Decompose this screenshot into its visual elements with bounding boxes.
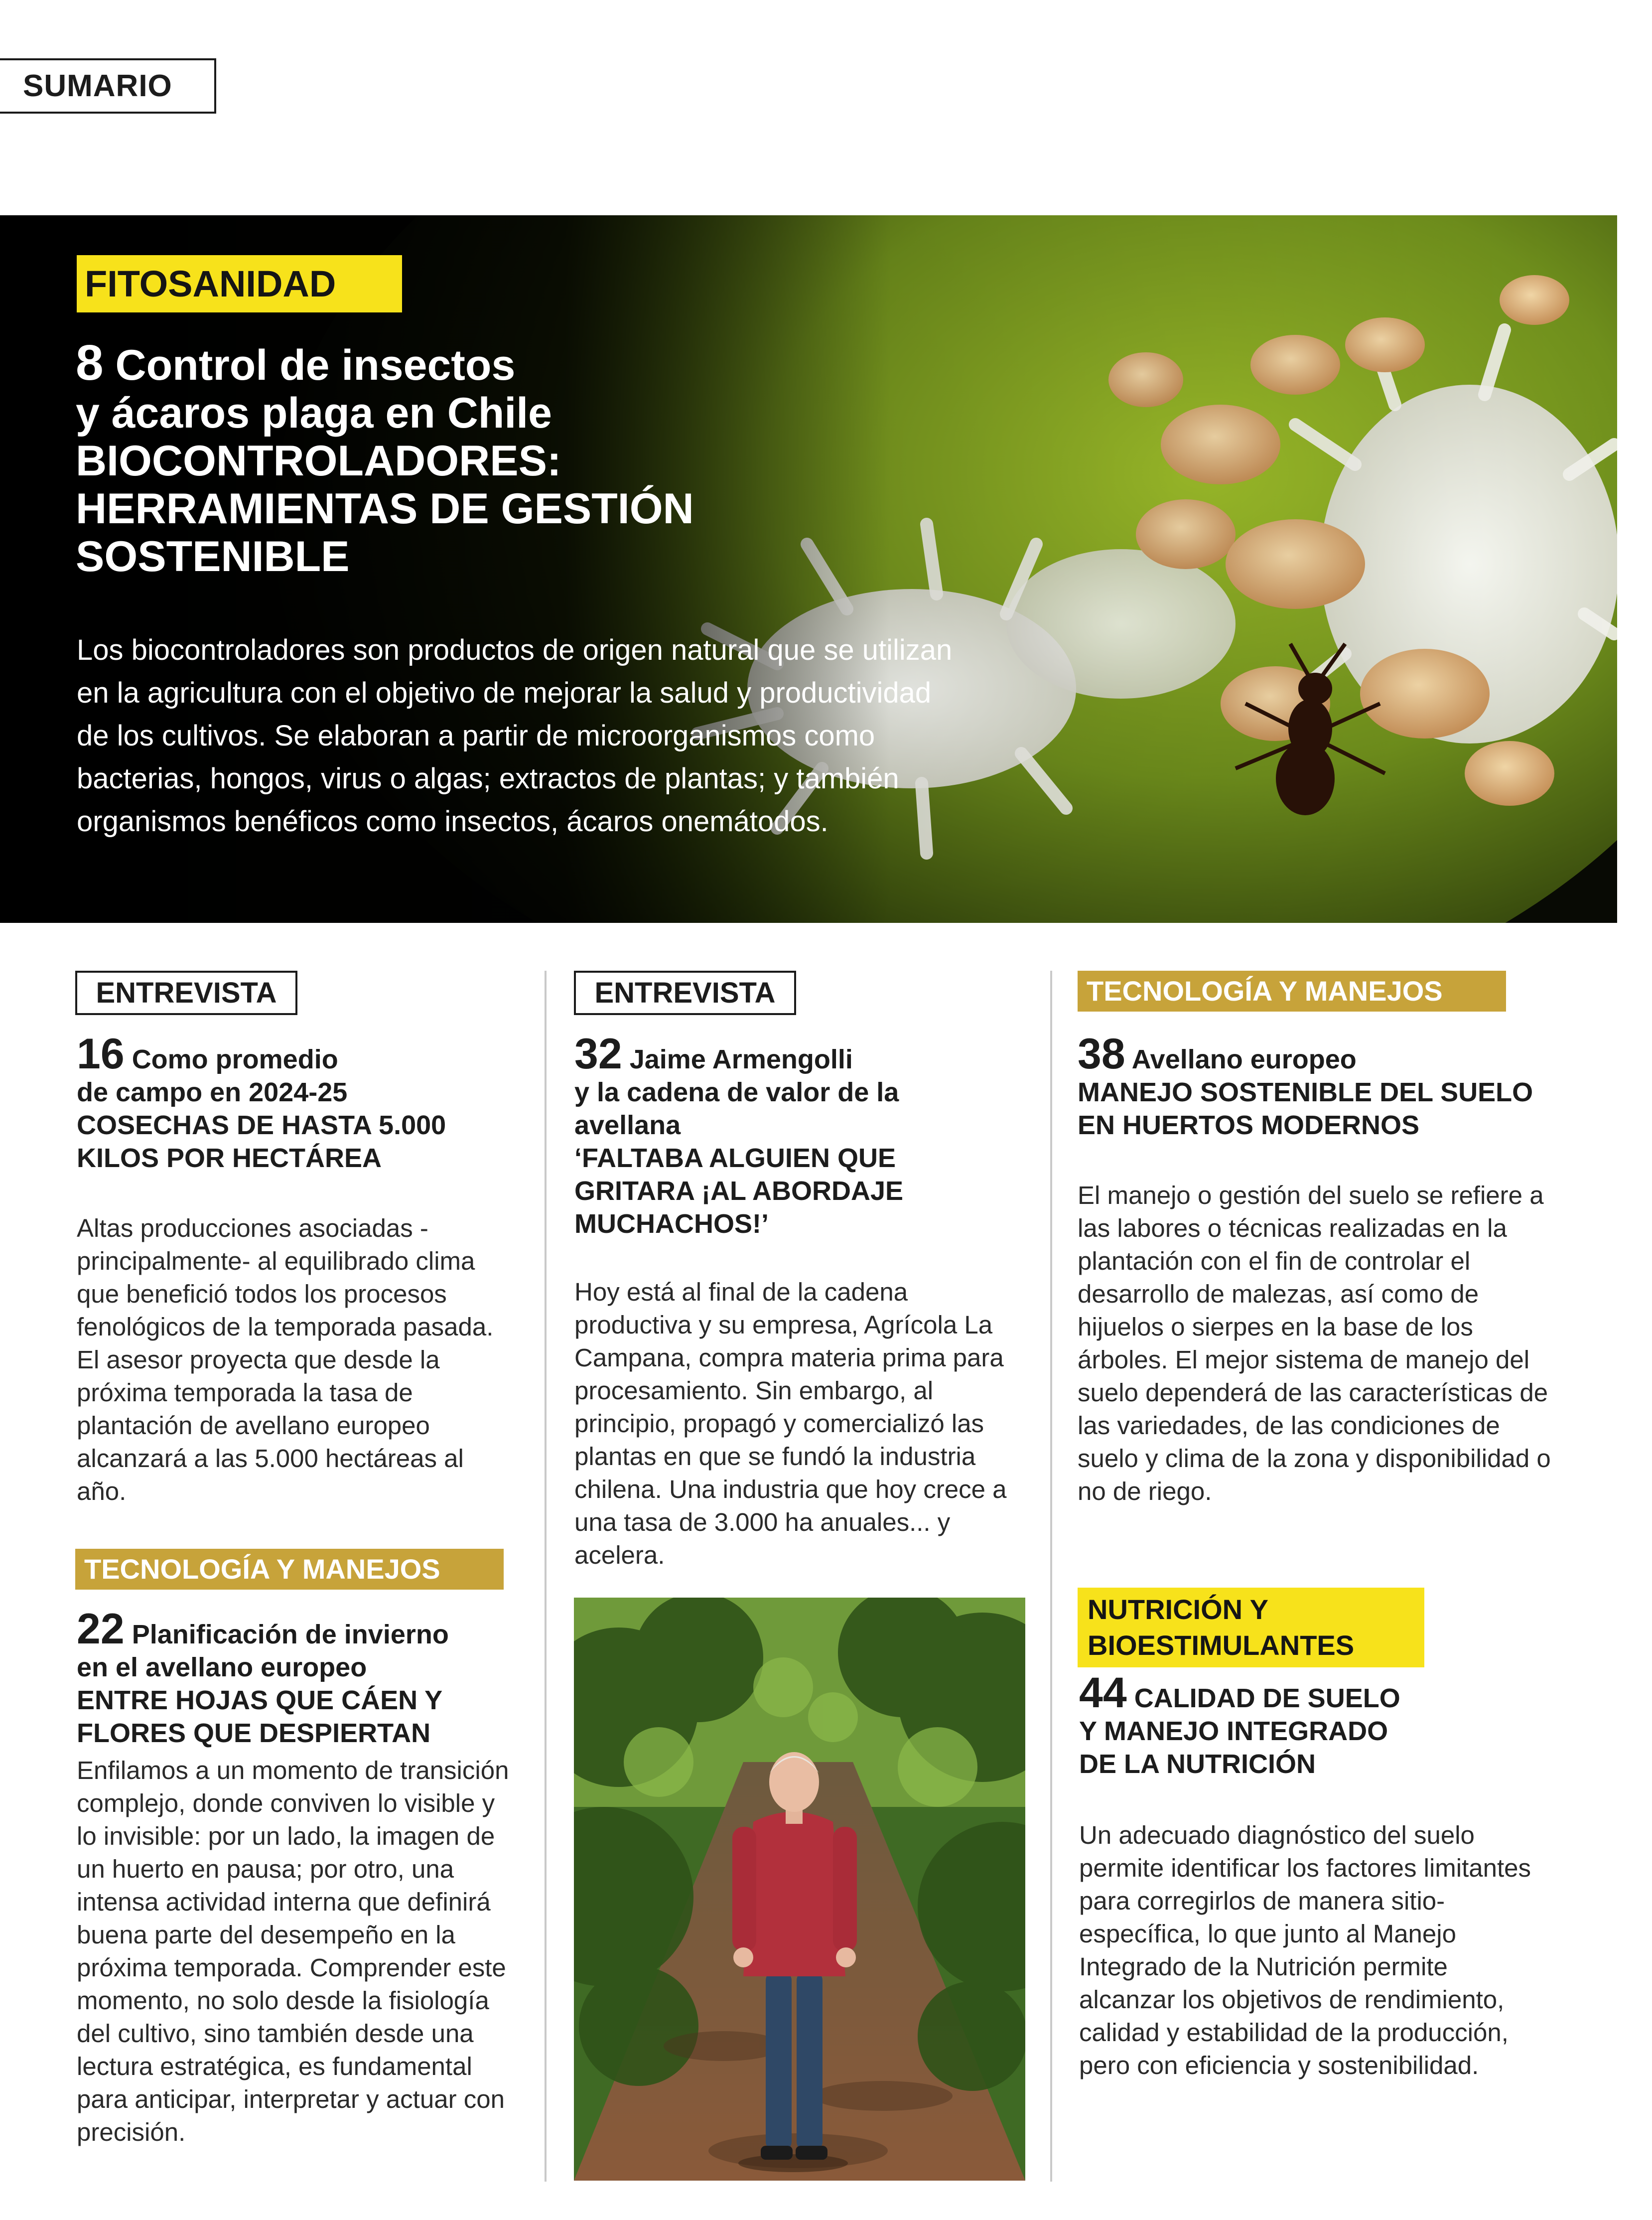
hero-feature[interactable] [0, 215, 1617, 923]
section-label-text: SUMARIO [23, 69, 172, 103]
page-number: 44 [1079, 1669, 1127, 1717]
page-number: 38 [1078, 1030, 1125, 1078]
article-title-line [574, 1030, 1023, 1078]
article-subtitle-1: Avellano europeo [1131, 1044, 1357, 1074]
article-headline: ENTRE HOJAS QUE CÁEN Y FLORES QUE DESPIERTAN [77, 1685, 442, 1748]
article-subtitle-3: DE LA NUTRICIÓN [1079, 1749, 1316, 1779]
hero-subtitle-2: y ácaros plaga en Chile [76, 389, 552, 437]
article-title-line [1079, 1669, 1527, 1717]
category-tag-text-1: NUTRICIÓN Y [1088, 1594, 1268, 1625]
category-tag-entrevista [574, 971, 796, 1015]
category-tag-tecnologia [1078, 971, 1506, 1012]
section-label [0, 58, 216, 114]
article-subtitle-2: y la cadena de valor de la avellana [574, 1077, 899, 1140]
hero-subtitle-1: Control de insectos [115, 341, 516, 389]
article-headline: ‘FALTABA ALGUIEN QUE GRITARA ¡AL ABORDAJE MUCHACHOS!’ [574, 1143, 903, 1239]
article-title-32[interactable] [574, 1030, 1023, 1240]
column-divider [1050, 971, 1052, 2182]
article-title-44[interactable] [1079, 1669, 1527, 1780]
article-subtitle-1: CALIDAD DE SUELO [1134, 1683, 1400, 1713]
article-title-line [77, 1030, 525, 1078]
article-summary: El manejo o gestión del suelo se refiere a las labores o técnicas realizadas en la plantación con el fin de controlar el desarrollo de malezas, así como de hijuelos o sierpes en la base de los árboles. El mejor sistema de manejo del suelo dependerá de las características de las variedades, de las condiciones de suelo y clima de la zona y disponibilidad o no de riego. [1078, 1181, 1551, 1505]
category-tag-text-2: BIOESTIMULANTES [1088, 1629, 1355, 1661]
category-tag-nutricion [1078, 1588, 1424, 1667]
article-summary: Un adecuado diagnóstico del suelo permite identificar los factores limitantes para corregirlos de manera sitio-específica, lo que junto al Manejo Integrado de la Nutrición permite alcanzar los objetivos de rendimiento, calidad y estabilidad de la producción, pero con eficiencia y sostenibilidad. [1079, 1821, 1531, 2079]
category-tag-text: ENTREVISTA [96, 977, 277, 1009]
page-number: 32 [574, 1030, 622, 1078]
article-summary: Enfilamos a un momento de transición complejo, donde conviven lo visible y lo invisible: por un lado, la imagen de un huerto en pausa; por otro, una intensa actividad interna que definirá buena parte del desempeño en la próxima temporada. Comprender este momento, no solo desde la fisiología del cultivo, sino también desde una lectura estratégica, es fundamental para anticipar, interpretar y actuar con precisión. [77, 1756, 509, 2146]
category-tag-text: FITOSANIDAD [85, 263, 336, 304]
hero-summary: Los biocontroladores son productos de origen natural que se utilizan en la agricultura con el objetivo de mejorar la salud y productividad de los cultivos. Se elaboran a partir de microorganismos como bacterias, hongos, virus o algas; extractos de plantas; y también organismos benéficos como insectos, ácaros onemátodos. [77, 634, 953, 838]
column-divider [545, 971, 547, 2182]
article-subtitle-1: Como promedio [132, 1044, 338, 1074]
category-tag-text: ENTREVISTA [594, 977, 776, 1009]
article-subtitle-2: Y MANEJO INTEGRADO [1079, 1716, 1388, 1746]
article-title-line [1078, 1030, 1586, 1078]
hero-title-block[interactable] [76, 335, 823, 581]
category-tag-tecnologia [75, 1549, 504, 1590]
hero-title-line [76, 335, 823, 391]
article-summary: Altas producciones asociadas -principalmente- al equilibrado clima que benefició todos los procesos fenológicos de la temporada pasada. El asesor proyecta que desde la próxima temporada la tasa de plantación de avellano europeo alcanzará a las 5.000 hectáreas al año. [77, 1214, 494, 1505]
article-title-line [77, 1605, 525, 1653]
article-title-38[interactable] [1078, 1030, 1586, 1142]
article-headline: COSECHAS DE HASTA 5.000 KILOS POR HECTÁREA [77, 1110, 446, 1173]
hero-headline: BIOCONTROLADORES: HERRAMIENTAS DE GESTIÓN SOSTENIBLE [76, 437, 694, 581]
page-number: 8 [76, 335, 104, 391]
page-number: 16 [77, 1030, 125, 1078]
category-tag-entrevista [75, 971, 297, 1015]
portrait-photo[interactable] [574, 1598, 1025, 2181]
category-tag-text: TECNOLOGÍA Y MANEJOS [1087, 975, 1443, 1007]
article-subtitle-2: de campo en 2024-25 [77, 1077, 348, 1107]
article-subtitle-1: Planificación de invierno [132, 1620, 449, 1649]
article-headline: MANEJO SOSTENIBLE DEL SUELO EN HUERTOS MODERNOS [1078, 1077, 1533, 1140]
orchard-portrait-image [574, 1598, 1025, 2181]
article-subtitle-2: en el avellano europeo [77, 1652, 367, 1682]
article-subtitle-1: Jaime Armengolli [629, 1044, 853, 1074]
page-number: 22 [77, 1605, 125, 1653]
category-tag-text: TECNOLOGÍA Y MANEJOS [84, 1553, 440, 1585]
article-title-16[interactable] [77, 1030, 525, 1175]
article-summary: Hoy está al final de la cadena productiva y su empresa, Agrícola La Campana, compra materia prima para procesamiento. Sin embargo, al principio, propagó y comercializó las plantas en que se fundó la industria chilena. Una industria que hoy crece a una tasa de 3.000 ha anuales... y acelera. [574, 1278, 1007, 1569]
article-title-22[interactable] [77, 1605, 525, 1750]
category-tag-fitosanidad [77, 255, 402, 312]
